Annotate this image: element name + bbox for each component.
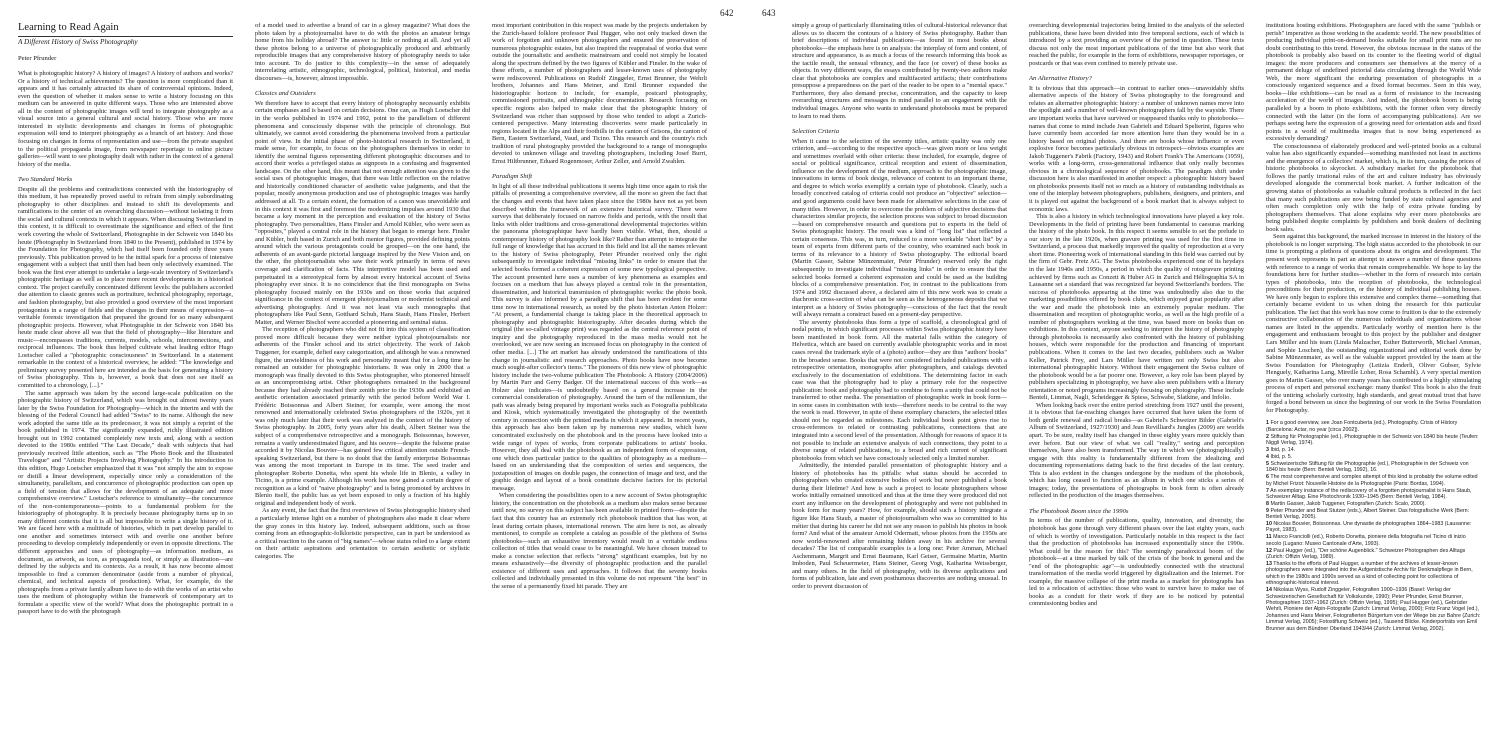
page-number-left: 642 [720,8,734,18]
footnote-text: Nikolaus Wyss, Rudolf Zinggeler, Fotografien 1900–1936 (Basel: Verlag der Schweizerischen Gesellschaft für Volkskunde, 1990); Peter Pfrunder, Ernst Brunner, Photographien 1937–1962 (Zurich: Offizin Verlag, 1995); Paul Hugger (ed.), Gebrüder Wehrli, Pioniere der Alpin-Fotografie (Zurich: Limmat Verlag, 2000); Fritz Franz Vogel (ed.), Johannes und Hans Meiner, Fotografierten Bürgertum von der Wiege bis zur Bahre (Zurich: Limmat Verlag, 2005); Fotostiftung Schweiz (ed.), Tausend Blicke. Kinderporträts von Emil Brunner aus dem Bündner Oberland 1943/44 (Zurich: Limmat Verlag, 2002). [1266,587,1481,632]
footnote-number: 8 [1266,500,1269,507]
footnote-text: An exemplary instance of the rediscovery of a forgotten photojournalist is Hans Staub, Schweizer Alltag. Eine Photochronik 1930–1945 (Bern: Benteli Verlag, 1984). [1266,487,1472,500]
paragraph: simply a group of particularly illuminating titles of cultural-historical relevance that allows us to discern the contours of a history of Swiss photography. Rather than brief descriptions of individual publications—as found in most books about photobooks—the emphasis here is on analysis: the interplay of form and content, of structure and appearance, is as much a focus of the research informing this book as the tactile result, the sensual vibrancy, and the face (or cover) of these books as objects. In very different ways, the essays contributed by twenty-two authors make clear that photobooks are complex and multifaceted artifacts; their contributions presuppose a preparedness on the part of the reader to be open to a "mental space." Furthermore, they also demand precise, concentration, and the capacity to keep overarching structures and messages in mind parallel to an engagement with the individual images. Anyone who wants to understand photobooks must be prepared to learn to read them. [792,22,1007,120]
article-subtitle: A Different History of Swiss Photography [18,38,138,46]
paragraph: When it came to the selection of the seventy titles, artistic quality was only one criterion, and—according to the respective epoch—was given more or less weight and sometimes overlaid with other criteria: these included, for example, degree of social or political significance, critical reception and extent of dissemination, influence on the development of the medium, approach to the photographic image, innovations in terms of book design, relevance of content to an important theme, and degree to which works exemplify a certain type of photobook. Clearly, such a broadly conceived catalog of criteria could not produce an "objective" selection—and good arguments could have been made for alternative selections in the case of many titles. However, in order to overcome the problem of subjective decisions that characterizes similar projects, the selection process was subject to broad discussion—based on comprehensive research and questions put to experts in the field of Swiss photographic history. The result was a kind of "long list" that reflected a certain consensus. This was, in turn, reduced to a more workable "short list" by a team of experts from different parts of the country, who examined each book in terms of its relevance to a history of Swiss photography. The editorial board (Martin Gasser, Sabine Münzenmaier, Peter Pfrunder) reserved only the right subsequently to investigate individual "missing links" in order to ensure that the selected books formed a coherent expression and could be used as the building blocks of a comprehensive presentation. For, in contrast to the publications from 1974 and 1992 discussed above, a declared aim of this new work was to create a diachronic cross-section of what can be seen as the heterogeneous deposits that we interpret as a history of Swiss photography—conscious of the fact that the result will always remain a construct based on a present-day perspective. [792,137,1007,319]
paragraph: Despite all the problems and contradictions connected with the historiography of this medium, it has repeatedly proved useful to refrain from simply subordinating photography to other disciplines and instead to shift its developments and ramifications to the center of an overarching discussion—without isolating it from the social and cultural contexts in which it appears. When discussing Switzerland in this context, it is difficult to overestimate the significance and effect of the first work covering the whole of Switzerland, Photographie in der Schweiz von 1840 bis heute (Photography in Switzerland from 1840 to the Present), published in 1974 by the Foundation for Photography, which had itself been founded only three years previously. This publication proved to be the initial spark for a process of intensive engagement with a subject that until then had been only selectively examined. The book was the first ever attempt to undertake a large-scale inventory of Switzerland's photographic heritage as well as to place more recent developments in a historical context. The project carefully concentrated different levels: the publishers accorded due attention to classic genres such as portraiture, technical photography, reportage, and fashion photography, but also provided a good overview of the most important protagonists in a range of fields and the changes in their means of expression—a veritable forensic investigation that prepared the ground for so many subsequent photographic projects. However, what Photographie in der Schweiz von 1840 bis heute made clear above all was that the field of photography—like literature and music—encompasses traditions, currents, models, schools, interconnections, and reciprocal influences. The book thus helped cultivate what leading editor Hugo Loetscher called a "photographic consciousness" in Switzerland. In a statement remarkable in the context of a historical overview, he added: "The knowledge and preliminary survey presented here are intended as the basis for generating a history of Swiss photography. This is, however, a book that does not see itself as committed to a chronology, [...]." [18,185,233,389]
left-page-column-3 [492,22,707,737]
paragraph: The reception of photographers who did not fit into this system of classification proved more difficult because they were neither typical photojournalists nor adherents of the Finsler school and its strict objectivity. The work of Jakob Tuggener, for example, defied easy categorization, and although he was a renowned figure, the unwieldiness of his work and personality meant that for a long time he remained an outsider for photographic historians. It was only in 2000 that a monograph was finally devoted to this Swiss photographer, who pioneered himself as an uncompromising artist. Other photographers remained in the background because they had already reached their zenith prior to the 1930s and exhibited an aesthetic orientation associated primarily with the period before World War I. Frédéric Boissonnas and Albert Steiner, for example, were among the most renowned and internationally celebrated Swiss photographers of the 1920s, yet it was only much later that their work was analyzed in the context of the history of Swiss photography. In 2005, forty years after his death, Albert Steiner was the subject of a comprehensive retrospective and a monograph. Boissonnas, however, remains a vastly underestimated figure, and his oeuvre—despite the fulsome praise accorded it by Nicolas Bouvier—has gained few critical attention outside French-speaking Switzerland, but there is no doubt that the family enterprise Boissonnas was among the most important in Europe in its time. The seed trader and photographer Roberto Donetta, who spent his whole life in Blenio, a valley in Ticino, is a prime example. Although his work has now gained a certain degree of recognition as a kind of "naive photography" and is being promoted by archives in Blenio itself, the public has as yet been exposed to only a fraction of his highly original and independent body of work. [255,326,470,507]
footnote-number: 3 [1266,447,1269,454]
footnotes [1266,420,1481,632]
paragraph: It is obvious that this approach—in contrast to earlier ones—unavoidably shifts alternative aspects of the history of Swiss photography to the foreground and relates an alternative photographic history: a number of unknown names move into the spotlight and a number of well-known photographers fall by the wayside. There are important works that have survived or reappeared thanks only to photobooks—names that come to mind include Jean Gabrielt and Eduard Spelterini, figures who have currently been accorded far more attention here than they would be in a history based on original photos. And there are books whose influence or even explosive force becomes particularly obvious in retrospect—obvious examples are Jakob Tuggener's Fabrik (Factory, 1943) and Robert Frank's The Americans (1959), works with a long-term, cross-generational influence that only really becomes obvious in a chronological sequence of photobooks. The paradigm shift under discussion here is also manifested in another respect: a photographic history based on photobooks presents itself not so much as a history of outstanding individuals as one of the interplay between photographers, publishers, designers, and printers, and it is played out against the background of a book market that is always subject to economic laws. [1029,84,1244,213]
footnote [1266,461,1481,474]
right-page-column-3 [1266,22,1481,737]
footnote-number: 4 [1266,453,1269,460]
footnote-text: For a good overview, see Joan Fontcuberta (ed.), Photography. Crisis of History (Barcelona: Actar, no year [circa 2002]). [1266,420,1458,433]
footnote-text: Schweizerische Stiftung für die Photographie (ed.), Photographie in der Schweiz von 1840 bis heute (Bern: Benteli Verlag, 1992), 16. [1266,460,1469,474]
page-number-right: 643 [762,8,776,18]
footnote [1266,501,1481,507]
footnote-number: 12 [1266,547,1272,554]
article-title: Learning to Read Again [18,22,233,37]
footnote [1266,454,1481,460]
paragraph: What is photographic history? A history of images? A history of authors and works? Or a history of technical achievements? The question is more complicated than it appears and it has certainly attracted its share of controversial opinions. Indeed, even the question of whether it makes sense to write a history focusing on this medium can be answered in quite different ways. Those who are interested above all in the content of photographic images will tend to integrate photography as a visual source into a general cultural and social history. Those who are more interested in stylistic developments and changes in forms of photographic expression will tend to interpret photography as a branch of art history. And those focusing on changes in forms of representation and use—from the private snapshot to the political propaganda image, from newspaper reportage to online picture galleries—will want to see photography dealt with rather in the context of a general history of the media. [18,70,233,168]
paragraph: In terms of the number of publications, quality, innovation, and diversity, the photobook has gone through very different phases over the last eighty years, each of which is worthy of investigation. Particularly notable in this respect is the fact that the production of photobooks has increased exponentially since the 1990s. What could be the reason for this? The seemingly paradoxical boom of the photobook—at a time marked by talk of the crisis of the book in general and the "end of the photographic age"—is undoubtedly connected with the structural transformation of the media world triggered by digitalization and the Internet. For example, the massive collapse of the print media as a market for photographs has led to a relocation of activities: those who want to survive have to make use of books as a conduit for their work if they are to be noticed by potential commissioning bodies and [1029,517,1244,608]
paragraph: This is also a history in which technological innovations have played a key role. Developments in the field of printing have been fundamental to caesuras marking the history of the photo book. In this respect it seems sensible to set the prelude to our story in the late 1920s, when gravure printing was used for the first time in Switzerland, a process that markedly improved the quality of reproduction at a very short time. Pioneering work of international standing in this field was carried out by the firm of Gebr. Fretz AG. The Swiss photobooks experienced one of its heydays in the late 1940s and 1950s, a period in which the quality of rotogravure printing achieved by firms such as Conzett & Huber AG in Zurich and Héliographia SA in Lausanne set a standard that was recognized far beyond Switzerland's borders. The success of photobooks appearing at the time was undoubtedly also due to the marketing possibilities offered by book clubs, which enjoyed great popularity after the war and made the photobook into an extremely popular medium. The dissemination and reception of photographic works, as well as the high profile of a number of photographers working at the time, was based more on books than on exhibitions. In this context, anyone seeking to interpret the history of photography through photobooks is necessarily also confronted with the history of publishing houses, which were responsible for the production and financing of important publications. When it comes to the last two decades, publishers such as Walter Keller, Patrick Frey, and Lars Müller have written not only Swiss but also international photographic history. Without their engagement the Swiss culture of the photobook would be a far poorer one. However, a key role has been played by publishers specializing in photography, we have also seen publishers with a literary orientation or noted programs increasingly focusing on photography. These include Benteli, Limmat, Nagli, Scheidegger & Spiess, Schwabe, Slatkine, and Infolio. [1029,213,1244,402]
paragraph: When considering the possibilities open to a new account of Swiss photographic history, the concentration on the photobook as a medium also makes sense because until now, no survey on this subject has been available in printed form—despite the fact that this country has an extremely rich photobook tradition that has won, at least during certain phases, international renown. The aim here is not, as already mentioned, to compile as complete a catalog as possible of the plethora of Swiss photobooks—such an exhaustive inventory would result in a veritable endless collection of titles that would cease to be meaningful. We have chosen instead to make a concise selection that reflects "strong" significant examples, but by no means exhaustively—the diversity of photographic production and the parallel existence of different uses and approaches. It follows that the seventy books collected and individually presented in this volume do not represent "the best" in the sense of a permanently fixed hit parade. They are [492,492,707,590]
footnote [1266,474,1481,487]
footnote-text: Peter Pfrunder and Beat Stutzer (eds.), Albert Steiner. Das fotografische Werk (Bern: Benteli Verlag, 2005). [1266,507,1470,521]
footnote-number: 9 [1266,507,1269,514]
section-heading: Selection Criteria [792,128,840,136]
right-page-column-1 [792,22,1007,737]
paragraph: As any event, the fact that the first overviews of Swiss photographic history shed a particularly intense light on a number of photographers also made it clear where the gray zones in this history lay. Indeed, subsequent additions, such as those coming from an ethnographic-folkloristic perspective, can in part be understood as a critical reaction to the canon of "big names"—whose status relied to a large extent on their artistic aspirations and orientation to certain aesthetic or stylistic categories. The [255,507,470,560]
footnote-text: Paul Hugger (ed.), "Der schöne Augenblick." Schweizer Photographen des Alltags (Zurich: Offizin Verlag, 1989). [1266,547,1466,561]
footnote-text: Marco Franciolli (ed.), Roberto Donetta, pioniere della fotografia nel Ticino di inizio secolo (Lugano: Museo Cantonale d'Arte, 1993). [1266,534,1466,547]
paragraph: The same approach was taken by the second large-scale publication on the photographic history of Switzerland, which was brought out almost twenty years later by the Swiss Foundation for Photography—which in the interim and with the blessing of the Federal Council had added "Swiss" to its name. Although the new work adopted the same title as its predecessor, it was not simply a reprint of the book published in 1974. The significantly expanded, richly illustrated edition brought out in 1992 contained completely new texts and, along with a section devoted to the 1980s entitled "The Last Decade," dealt with subjects that had previously received little attention, such as "The Photo Book and the Illustrated Travelogue" and "Artistic Projects Involving Photography." In his introduction to this edition, Hugo Loetscher emphasized that it was "not simply the aim to expose or distill a linear development, especially since only a consideration of the simultaneity, parallelism, and concurrence of photographic production can open up a field of tension that allows for the development of an adequate and more comprehensive overview." Loetscher's reference to simultaneity—the concurrence of the non-contemporaneous—points to a fundamental problem for the historiography of photography. It is precisely because photography turns up in so many different contexts that it is all but impossible to write a single history of it. We are faced here with a multitude of histories, which in part develop parallel to one another and sometimes intersect with and overlie one another before proceeding to develop completely independently or even in opposite directions. The different approaches and uses of photography—as information medium, as document, as artwork, as icon, as propaganda tool, or simply as illustration—are defined by the subjects and its contexts. As a result, it has now become almost impossible to find a common denominator (aside from a number of physical, chemical, and technical aspects of production). What, for example, do the photographs from a private family album have to do with the works of an artist who uses the medium of photography within the framework of contemporary art to formulate a specific view of the world? What does the photographic portrait in a passport have to do with the photograph [18,389,233,616]
footnote-text: The most comprehensive and complex attempt of this kind is probably the volume edited by Michel Frizot: Nouvelle Histoire de la Photographie (Paris: Bordas, 1994). [1266,474,1478,487]
footnote-number: 2 [1266,433,1269,440]
footnote-text: Stiftung für Photographie (ed.), Photographie in der Schweiz von 1840 bis heute (Teufen: Niggli Verlag, 1974). [1266,433,1479,447]
footnote-number: 11 [1266,534,1272,541]
footnote-number: 7 [1266,487,1269,494]
footnote [1266,521,1481,534]
paragraph: institutions hosting exhibitions. Photographers are faced with the same "publish or perish" imperative as those working in the academic world. The new possibilities of producing individual print-on-demand books suitable for small print runs are no doubt contributing to this trend. However, the obvious increase in the status of the photobook is probably also based on its counter to the fleeting world of digital images: the more producers and consumers see themselves at the mercy of a permanent deluge of undefined pictorial data circulating through the World Wide Web, the more significant the enduring presentation of photographs in a consciously organized sequence and a fixed format becomes. Seen in this way, books—like exhibitions—can be read as a form of resistance to the increasing acceleration of the world of images. And indeed, the photobook boom is being paralleled by a boom in photo exhibitions, with the former often very directly connected with the latter (in the form of accompanying publications). Are we perhaps seeing here the expression of a growing need for orientation aids and fixed points in a world of multimedia images that is now being experienced as excessively demanding? [1266,22,1481,143]
footnote [1266,561,1481,587]
section-heading: Two Standard Works [18,176,73,184]
footnote-text: Ibid, p. 5. [1270,453,1293,460]
right-page [750,0,1500,750]
footnote-text: Ibid, p. 14. [1270,447,1296,454]
footnote [1266,420,1481,433]
footnote [1266,587,1481,632]
section-heading: The Photobook Boom since the 1990s [1029,507,1129,515]
left-page-column-1 [18,22,233,737]
paragraph: Seen against this background, the marked increase in interest in the history of the photobook is no longer surprising. The high status accorded to the photobook in our time is prompting a plethora of questions about its origins and development. The present work represents in part an attempt to answer a number of these questions with reference to a range of works that remain comprehensible. We hope to lay the foundations here for further studies—whether in the form of research into certain types of photobooks, into the reception of photobooks, the technological preconditions for their production, or the history of individual publishing houses. We have only begun to explore this extensive and complex theme—something that certainly became evident to us when doing the research for this particular publication. The fact that this work has now come to fruition is due to the extremely constructive collaboration of the numerous individuals and organizations whose names are listed in the appendix. Particularly worthy of mention here is the engagement and enthusiasm brought to this project by the publisher and designer Lars Müller and his team (Linda Malzacher, Esther Butterworth, Michael Amman, and Sophie Loschen), the outstanding organizational and editorial work done by Sabine Münzenmaier, as well as the valuable support provided by the team at the Swiss Foundation for Photography (Letizia Enderli, Oliver Gubser, Sylvie Henguely, Katharina Lang, Mireille Loher, Rosa Schambl). A very special mention goes to Martin Gasser, who over many years has contributed to a highly stimulating process of expert and personal exchange: many thanks! This book is also the fruit of the untiring scholarly curiosity, high standards, and great mutual trust that have forged a bond between us since the beginning of our work in the Swiss Foundation for Photography. [1266,233,1481,414]
footnote-text: Nicolas Bouvier, Boissonnas. Une dynastie de photographes 1864–1983 (Lausanne: Payot, 1983). [1266,521,1472,534]
footnote [1266,508,1481,521]
paragraph: In light of all these individual publications it seems high time once again to risk the pitfalls of presenting a comprehensive overview, all the more so given the fact that the changes and events that have taken place since the 1980s have not as yet been described within the framework of an extensive historical survey. There were surveys that deliberately focused on narrow fields and periods, with the result that links with older traditions and cross-generational developmental trajectories within the panorama photographique have hardly been visible. What, then, should a contemporary history of photography look like? Rather than attempt to integrate the full range of knowledge that has accrued in this field and list all the names relevant to the history of Swiss photography, Peter Pfrunder received only the right subsequently to investigate individual "missing links" in order to ensure that the selected books formed a coherent expression of some new typological perspective. The account presented here uses a number of key phenomena as examples and focuses on a medium that has always played a central role in the presentation, dissemination, and historical transmission of photographic works: the photo book. This survey is also informed by a paradigm shift that has been evident for some time now in international research, as noted by the photo historian Anton Holzer: "At present, a fundamental change is taking place in the theoretical approach to photography and photographic historiography. After decades during which the original (the so-called vintage print) was regarded as the central reference point of inquiry and the photography reproduced in the mass media would not be overlooked, we are now seeing an increased focus on photography in the context of other media. [...] The art market has already understood the ramifications of this change in journalistic and research approaches. Photo books have now become much sought-after collector's items." The pioneers of this new view of photographic history include the two-volume publication The Photobook: A History (2004/2006) by Martin Parr and Gerry Badger. Of the international success of this work—as Holzer also indicates—is undoubtedly based on a general increase in the commercial consideration of photography. Around the turn of the millennium, the path was already being prepared by important works such as Fotografia pubblicata and Kiosk, which systematically investigated the photography of the twentieth century in connection with the printed media in which it appeared. In recent years, this approach has also been taken up by numerous new studies, which have concentrated exclusively on the photobook and in the process have looked into a wide range of types of works, from corporate publications to artists' books. However, they all deal with the photobook as an independent form of expression, one which does particular justice to the qualities of photography as a medium—based on an understanding that the composition of series and sequences, the juxtaposition of images on double pages, the connection of image and text, and the graphic design and layout of a book constitute decisive factors for its pictorial message. [492,182,707,492]
paragraph: We therefore have to accept that every history of photography necessarily exhibits certain emphases and is based on certain decisions. One can, as Hugh Loetscher did in the works published in 1974 and 1992, point to the parallelism of different phenomena and consciously dispense with the principle of chronology. But ultimately, we cannot avoid considering the phenomena involved from a particular point of view. In the initial phase of photo-historical research in Switzerland, it made sense, for example, to focus on the photographers themselves in order to identify the seminal figures representing different photographic discourses and to accord their works a privileged status as signposts in a confusing and fragmented landscape. On the other hand, this meant that not enough attention was given to the social uses of photographic images, that there was little reflection on the relative and historically conditioned character of aesthetic value judgments, and that the popular, mostly anonymous production and use of photographic images was hardly addressed at all. To a certain extent, the formation of a canon was unavoidable and in this context it was first and foremost the modernizing impulses around 1930 that became a key moment in the perception and evaluation of the history of Swiss photography. Two personalities, Hans Finsler and Arnold Kübler, who were seen as "opposites," played a central role in the history that began to emerge here. Finsler and Kübler, both based in Zurich and both mentor figures, provided defining points around which the various protagonists could be grouped—on the one hand, the adherents of an avant-garde pictorial language inspired by the New Vision and, on the other, the photojournalists who saw their work primarily in terms of news coverage and clarification of facts. This interpretive model has been used and perpetuated in a stereotypical form by almost every historical account of Swiss photography ever since. It is no coincidence that the first monographs on Swiss photography focused mainly on the 1930s and on those works that acquired significance in the context of emergent photojournalism or modernist technical and advertising photography. And it was not least via such monographs that photographers like Paul Senn, Gotthard Schuh, Hans Staub, Hans Finsler, Herbert Matter, and Werner Bischof were accorded a pioneering and seminal status. [255,99,470,326]
paragraph: When looking back over the entire period stretching from 1927 until the present, it is obvious that far-reaching changes have occurred that have taken the form of both gentle renewal and radical breaks—as Gabriel's Schweizer Bilder (Gabrielt's Album of Switzerland, 1927/1930) and Jean Revilliard's Jungles (2009) are worlds apart. To be sure, reality itself has changed in these eighty years more quickly than ever before. But our view of what we call "reality," seeing and perception themselves, have also been transformed. The way in which we (photographically) engage with this reality is fundamentally different from the idealizing and documenting representations dating back to the first decades of the last century. This is also evident in the changes undergone by the medium of the photobook, which has long ceased to function as an album in which one sticks a series of images; today, the presentations of photographs in book form is often already reflected in the production of the images themselves. [1029,401,1244,500]
footnote-number: 10 [1266,521,1272,528]
paragraph: of a model used to advertise a brand of car in a glossy magazine? What does the photo taken by a photojournalist have to do with the photos an amateur brings home from his holiday abroad? The answer is: little or nothing at all. And yet all these photos belong to a universe of photographically produced and arbitrarily reproducible images that any comprehensive history of photography needs to take into account. To do justice to this complexity—in the sense of adequately interrelating artistic, ethnographic, technological, political, historical, and media discourses—is, however, almost impossible. [255,22,470,82]
footnote-number: 5 [1266,460,1269,467]
footnote-number: 1 [1266,420,1269,427]
footnote-number: 6 [1266,474,1269,481]
paragraph: overarching developmental trajectories being limited to the analysis of the selected publications, these have been divided into five temporal sections, each of which is introduced by a text providing an overview of the period in question. These texts discuss not only the most important publications of the time but also work that reached the public, for example in the form of exhibitions, newspaper reportages, or postcards or that was even confined to merely private use. [1029,22,1244,67]
section-heading: An Alternative History? [1029,75,1092,83]
footnote [1266,434,1481,447]
right-page-column-2 [1029,22,1244,737]
paragraph: The consciousness of elaborately produced and well-printed books as a cultural value has also significantly expanded—something manifested not least in auctions and the emergence of a collectors' market, which is, in its turn, causing the prices of historic photobooks to skyrocket. A subsidiary market for the photobook that follows the partly irrational rules of the art and culture industry has obviously developed alongside the commercial book market. A further indication of the growing status of photobooks as valuable cultural products is reflected in the fact that many such publications are now being funded by state cultural agencies and often reach completion only with the help of extra private funding by photographers themselves. That alone explains why ever more photobooks are being published despite complaints by publishers and book dealers of declining book sales. [1266,142,1481,233]
footnote-number: 13 [1266,560,1272,567]
footnote [1266,447,1481,453]
author-name: Peter Pfrunder [18,54,57,62]
paragraph: The seventy photobooks thus form a type of scaffold, a chronological grid of nodal points, in which significant processes within Swiss photographic history have been manifested in book form. All the material falls within the category of Helvetica, which are based on currently available photographic works and in most cases reveal the trademark style of a (photo) author—they are thus "authors' books" in the broadest sense. Books that were not considered included publications with a retrospective orientation, monographs after photographers, and catalogs devoted exclusively to the documentation of exhibitions. The determining factor in each case was that the photography had to play a primary role for the respective publication: book and photography had to combine to form a unity that could not be transferred to other media. The presentation of photographic work in book form—in some cases in combination with texts—therefore needs to be central to the way the work is read. However, in spite of these exemplary characters, the selected titles should not be regarded as milestones. Each individual book point gives rise to cross-references to related or contrasting publications, connections that are integrated into a second level of the presentation. Although for reasons of space it is not possible to include an extensive analysis of such connections, they point to a diverse range of related publications, to a broad and rich current of significant photobooks from which we have consciously selected only a limited number. [792,318,1007,462]
footnote-text: Thanks to the efforts of Paul Hugger, a number of the archives of lesser-known photographers were integrated into the Aufgenistische Archiv für Denkmalpflege in Bern, which in the 1980s and 1990s served as a kind of collecting point for collections of ethnographic-historical interest. [1266,560,1473,587]
footnote [1266,548,1481,561]
section-heading: Paradigm Shift [492,173,533,181]
footnote [1266,534,1481,547]
section-heading: Classics and Outsiders [255,90,316,98]
left-page-column-2 [255,22,470,737]
paragraph: Admittedly, the intended parallel presentation of photographic history and a history of photobooks has its pitfalls: what status should be accorded to photographers who created extensive bodies of work but never published a book during their lifetime? And how is such a project to locate photographers whose works initially remained unnoticed and thus at the time they were produced did not exert any influence on the development of photography and were not published in book form for many years? How, for example, should such a history integrate a figure like Hans Staub, a master of photojournalism who was so committed to his métier that during his career he did not see any reason to publish his photos in book form? And what of the amateur Arnold Odermatt, whose photos from the 1950s are now world-renowned after remaining hidden away in his archive for several decades? The list of comparable examples is a long one: Peter Amman, Michael Aschenmann, Margrit and Ernst Baumann, Karl Geiser, Germaine Martin, Martin Imboden, Paul Scheuermeier, Hans Steiner, Georg Vogt, Katharina Weissberger, and many others. In the field of photography, with its diverse applications and forms of publication, late and even posthumous discoveries are nothing unusual. In order to prevent discussion of [792,462,1007,590]
paragraph: most important contribution in this respect was made by the projects undertaken by the Zurich-based folklore professor Paul Hugger, who not only tracked down the work of forgotten and unknown photographers and ensured the preservation of numerous photographic estates, but also inspired the reappraisal of works that were outside the journalistic and aesthetic mainstream and could not simply be located along the spectrum defined by the two figures of Kübler and Finsler. In the wake of these efforts, a number of photographers and lesser-known uses of photography were rediscovered. Publications on Rudolf Zinggeler, Ernst Brunner, the Wehrli brothers, Johannes and Hans Meiner, and Emil Brunner expanded the historiographic horizon to include, for example, postcard photography, commissioned portraits, and ethnographic documentation. Research focusing on specific regions also helped to make clear that the photographic history of Switzerland was richer than supposed by those who tended to adopt a Zurich-centered perspective. Many interesting discoveries were made particularly in regions located in the Alps and their foothills in the canton of Grisons, the canton of Bern, Eastern Switzerland, Vaud, and Ticino. This research and the country's rich tradition of rural photography provided the background to a range of monographs devoted to unknown village and traveling photographers, including Josef Burri, Ernst Hiltbrunner, Eduard Rogenmoser, Arthur Zeller, and Arnold Zwahlen. [492,22,707,165]
footnote-text: Martin Gasser, Jakob Tuggener, Fotografien (Zurich: Scalo, 2000). [1270,500,1426,507]
footnote-number: 14 [1266,587,1272,594]
footnote [1266,488,1481,501]
